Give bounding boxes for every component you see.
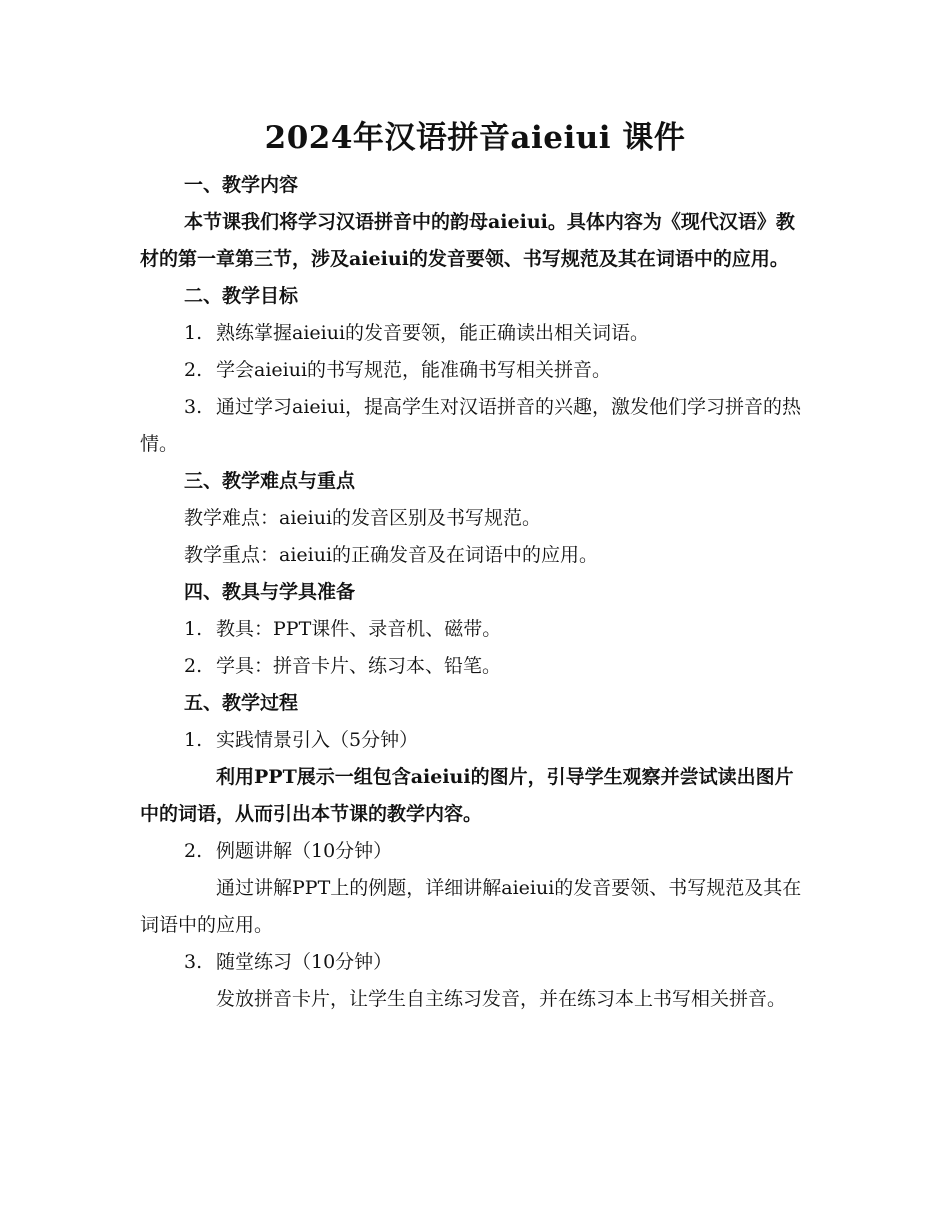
section-heading-process: 五、教学过程: [184, 692, 299, 714]
step-number: 1.: [184, 729, 203, 751]
step-label: 例题讲解（10分钟）: [216, 840, 393, 862]
objective-text: 学会aieiui的书写规范，能准确书写相关拼音。: [216, 359, 612, 381]
process-step-desc: 通过讲解PPT上的例题，详细讲解aieiui的发音要领、书写规范及其在词语中的应用。: [140, 877, 802, 936]
section-heading-difficulties: 三、教学难点与重点: [184, 470, 356, 492]
material-text: 教具：PPT课件、录音机、磁带。: [216, 618, 502, 640]
process-step-label: [140, 833, 812, 870]
material-text: 学具：拼音卡片、练习本、铅笔。: [216, 655, 502, 677]
material-item: [140, 648, 812, 685]
objective-item: [140, 352, 812, 389]
process-step-desc: 利用PPT展示一组包含aieiui的图片，引导学生观察并尝试读出图片中的词语，从而引出本节课的教学内容。: [140, 766, 794, 825]
step-label: 随堂练习（10分钟）: [216, 951, 393, 973]
document-body: [140, 167, 812, 1018]
objective-item: [140, 315, 812, 352]
content-paragraph: 本节课我们将学习汉语拼音中的韵母aieiui。具体内容为《现代汉语》教材的第一章第三节，涉及aieiui的发音要领、书写规范及其在词语中的应用。: [140, 211, 795, 270]
material-item: [140, 611, 812, 648]
objective-number: 1.: [184, 322, 203, 344]
difficulty-text: 教学难点：aieiui的发音区别及书写规范。: [184, 507, 542, 529]
step-number: 2.: [184, 840, 203, 862]
process-step-label: [140, 722, 812, 759]
material-number: 1.: [184, 618, 203, 640]
document-title: 2024年汉语拼音aieiui 课件: [264, 120, 686, 156]
objective-text: 熟练掌握aieiui的发音要领，能正确读出相关词语。: [216, 322, 650, 344]
step-number: 3.: [184, 951, 203, 973]
section-heading-content: 一、教学内容: [184, 174, 299, 196]
section-heading-materials: 四、教具与学具准备: [184, 581, 356, 603]
process-step-desc: 发放拼音卡片，让学生自主练习发音，并在练习本上书写相关拼音。: [216, 988, 787, 1010]
objective-text: 通过学习aieiui，提高学生对汉语拼音的兴趣，激发他们学习拼音的热情。: [140, 396, 802, 455]
key-point-text: 教学重点：aieiui的正确发音及在词语中的应用。: [184, 544, 599, 566]
section-heading-objectives: 二、教学目标: [184, 285, 299, 307]
objective-number: 3.: [184, 396, 203, 418]
objective-item: [140, 389, 812, 463]
step-label: 实践情景引入（5分钟）: [216, 729, 419, 751]
objective-number: 2.: [184, 359, 203, 381]
material-number: 2.: [184, 655, 203, 677]
process-step-label: [140, 944, 812, 981]
